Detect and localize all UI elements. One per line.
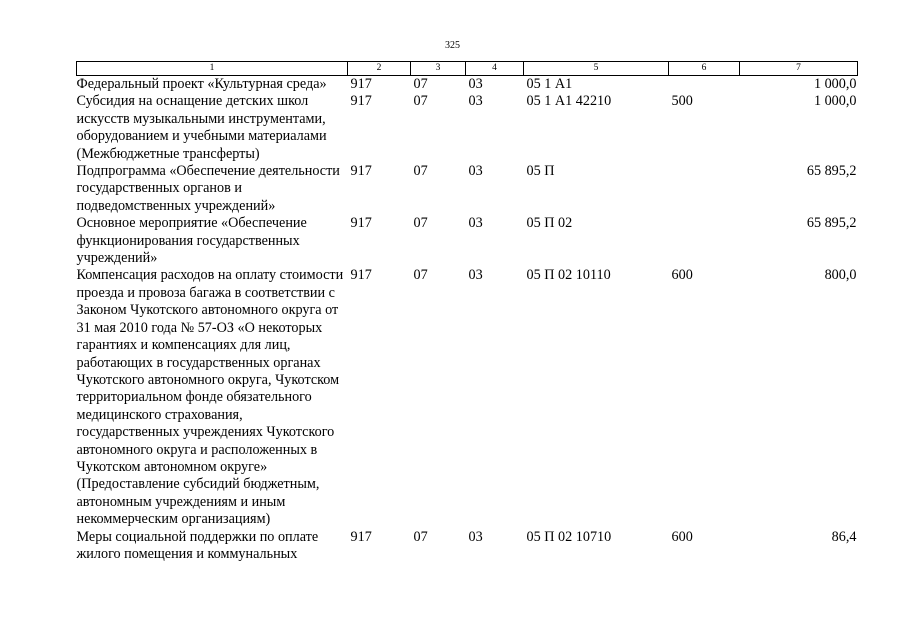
row-vr: [669, 163, 740, 215]
row-grbs: 917: [350, 267, 372, 284]
row-subsection: 03: [468, 215, 483, 232]
row-target: 05 1 А1 42210: [526, 93, 612, 110]
header-row: [77, 62, 858, 76]
row-section: 07: [413, 215, 428, 232]
table-row: [77, 267, 858, 528]
row-name: Подпрограмма «Обеспечение деятельности государственных органов и подведомственных учреждений»: [76, 163, 340, 214]
row-subsection: 03: [468, 76, 483, 92]
header-cell-4: 4: [466, 62, 524, 76]
row-section: 07: [413, 163, 428, 180]
row-target: 05 П 02: [526, 215, 573, 232]
row-amount: 65 895,2: [806, 215, 857, 232]
row-vr: 600: [671, 528, 693, 545]
table-row: [77, 93, 858, 163]
row-amount: 1 000,0: [813, 93, 857, 110]
row-name: Компенсация расходов на оплату стоимости проезда и провоза багажа в соответствии с Законом Чукотского автономного округа от 31 мая 2010 года № 57-ОЗ «О некоторых гарантиях и компенсациях для лиц, работающих в государственных органах Чукотского автономного округа, Чукотском территориальном фонде обязательного медицинского страхования, государственных учреждениях Чукотского автономного округа и расположенных в Чукотском автономном округе» (Предоставление субсидий бюджетным, автономным учреждениям и иным некоммерческим организациям): [76, 267, 344, 528]
row-subsection: 03: [468, 267, 483, 284]
header-cell-6: 6: [669, 62, 740, 76]
row-section: 07: [413, 76, 428, 92]
row-vr: 600: [671, 267, 693, 284]
table-row: [77, 529, 858, 564]
table-row: [77, 163, 858, 215]
row-target: 05 П 02 10710: [526, 528, 612, 545]
row-amount: 65 895,2: [806, 163, 857, 180]
row-section: 07: [413, 267, 428, 284]
row-name: Меры социальной поддержки по оплате жилого помещения и коммунальных: [76, 528, 319, 562]
row-vr: [669, 76, 740, 94]
table-row: [77, 215, 858, 267]
row-target: 05 П 02 10110: [526, 267, 611, 284]
row-target: 05 1 А1: [526, 76, 573, 92]
header-cell-5: 5: [524, 62, 669, 76]
row-grbs: 917: [350, 215, 372, 232]
row-amount: 86,4: [831, 528, 857, 545]
row-amount: 800,0: [824, 267, 857, 284]
row-grbs: 917: [350, 93, 372, 110]
row-section: 07: [413, 93, 428, 110]
header-cell-1: 1: [77, 62, 348, 76]
row-grbs: 917: [350, 528, 372, 545]
row-name: Основное мероприятие «Обеспечение функционирования государственных учреждений»: [76, 215, 307, 267]
budget-table: [76, 61, 858, 563]
row-subsection: 03: [468, 528, 483, 545]
header-cell-3: 3: [411, 62, 466, 76]
header-cell-2: 2: [348, 62, 411, 76]
header-cell-7: 7: [740, 62, 858, 76]
table-row: [77, 76, 858, 94]
row-grbs: 917: [350, 76, 372, 92]
row-vr: [669, 215, 740, 267]
row-name: Субсидия на оснащение детских школ искусств музыкальными инструментами, оборудованием и учебными материалами (Межбюджетные трансферты): [76, 93, 327, 162]
row-vr: 500: [671, 93, 693, 110]
row-subsection: 03: [468, 93, 483, 110]
row-amount: 1 000,0: [813, 76, 857, 92]
row-section: 07: [413, 528, 428, 545]
row-name: Федеральный проект «Культурная среда»: [76, 76, 327, 92]
row-target: 05 П: [526, 163, 555, 180]
row-subsection: 03: [468, 163, 483, 180]
row-grbs: 917: [350, 163, 372, 180]
page-number: 325: [445, 40, 460, 51]
